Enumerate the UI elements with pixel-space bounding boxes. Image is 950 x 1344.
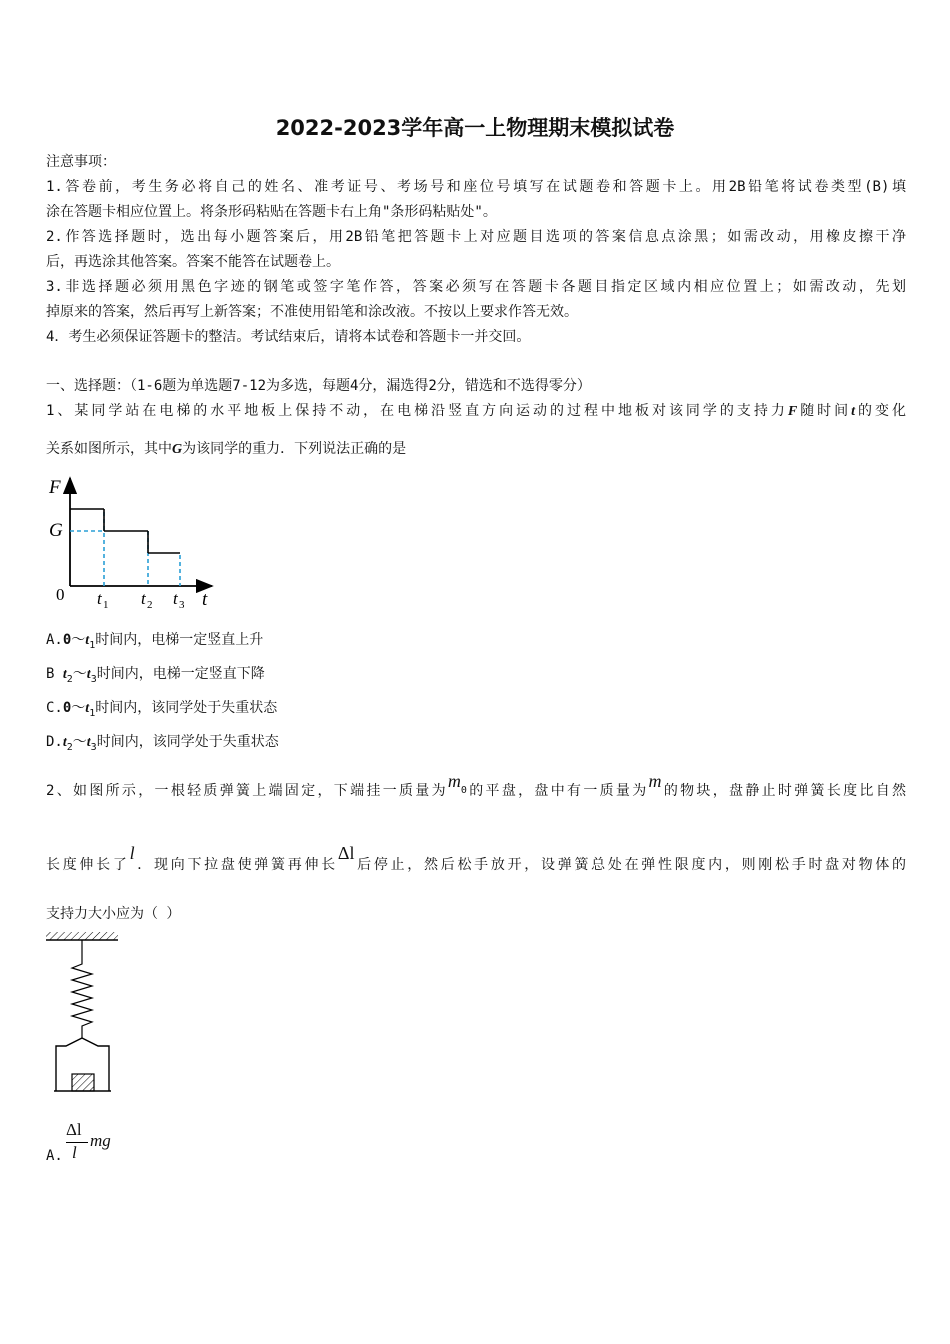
q2-option-a-fraction-bar xyxy=(66,1142,88,1143)
notice-line-7: 4．考生必须保证答题卡的整洁。考试结束后，请将本试卷和答题卡一并交回。 xyxy=(46,329,531,345)
q2-spring-figure xyxy=(40,928,130,1098)
q2-stem-line-3: 支持力大小应为（ ） xyxy=(46,906,181,922)
q1-option-c[interactable]: $C.0\sim t_1$时间内，该同学处于失重状态 xyxy=(46,700,278,719)
tick-t3-label: t xyxy=(173,589,178,608)
notice-heading: 注意事项： xyxy=(46,154,116,170)
tick-t2-label: t xyxy=(141,589,146,608)
notice-line-6: 掉原来的答案，然后再写上新答案；不准使用铅笔和涂改液。不按以上要求作答无效。 xyxy=(46,304,578,320)
spring xyxy=(72,940,92,1038)
notice-line-1: 1.答卷前，考生务必将自己的姓名、准考证号、考场号和座位号填写在试题卷和答题卡上。用2B铅笔将试卷类型(B)填 xyxy=(46,179,906,195)
tick-t3-sub: 3 xyxy=(179,599,185,611)
notice-line-2: 涂在答题卡相应位置上。将条形码粘贴在答题卡右上角"条形码粘贴处"。 xyxy=(46,204,497,220)
axis-f-label: F xyxy=(49,477,61,498)
notice-line-3: 2.作答选择题时，选出每小题答案后，用2B铅笔把答题卡上对应题目选项的答案信息点涂黑；如需改动，用橡皮擦干净 xyxy=(46,229,906,245)
tick-t1-sub: 1 xyxy=(103,599,109,611)
q1-stem-line-2: 关系如图所示，其中G为该同学的重力．下列说法正确的是 xyxy=(46,441,407,457)
page-title: 2022-2023学年高一上物理期末模拟试卷 xyxy=(275,116,675,140)
q2-option-a-denominator: l xyxy=(72,1143,77,1162)
q2-stem-line-2: 长度伸长了l．现向下拉盘使弹簧再伸长Δl后停止，然后松手放开，设弹簧总处在弹性限度内，则刚松手时盘对物体的 xyxy=(46,843,907,873)
tick-t1-label: t xyxy=(97,589,102,608)
block xyxy=(72,1074,94,1091)
notice-line-4: 后，再选涂其他答案。答案不能答在试题卷上。 xyxy=(46,254,340,270)
q2-option-a[interactable] xyxy=(46,1118,166,1168)
q2-stem-line-1: 2、如图所示，一根轻质弹簧上端固定，下端挂一质量为$m_0$的平盘，盘中有一质量为m的物块，盘静止时弹簧长度比自然 xyxy=(46,771,907,799)
q1-option-a[interactable]: $A.0\sim t_1$时间内，电梯一定竖直上升 xyxy=(46,632,264,651)
q1-force-time-graph xyxy=(40,470,230,620)
axis-g-label: G xyxy=(49,520,63,541)
tick-t2-sub: 2 xyxy=(147,599,153,611)
q2-option-a-factor: mg xyxy=(90,1131,111,1150)
q2-option-a-prefix: A. xyxy=(46,1148,63,1164)
ceiling-hatch xyxy=(46,932,118,940)
origin-label: 0 xyxy=(56,585,65,604)
axis-t-label: t xyxy=(202,589,208,610)
section-heading: 一、选择题：（1-6题为单选题7-12为多选，每题4分，漏选得2分，错选和不选得零分） xyxy=(46,378,591,394)
notice-line-5: 3.非选择题必须用黑色字迹的钢笔或签字笔作答，答案必须写在答题卡各题目指定区域内相应位置上；如需改动，先划 xyxy=(46,279,906,295)
q1-option-b[interactable]: B $t_2\sim t_3$时间内，电梯一定竖直下降 xyxy=(46,666,265,685)
q1-option-d[interactable]: $D.t_2\sim t_3$时间内，该同学处于失重状态 xyxy=(46,734,279,753)
q1-stem-line-1: 1、某同学站在电梯的水平地板上保持不动，在电梯沿竖直方向运动的过程中地板对该同学的支持力F随时间t的变化 xyxy=(46,403,907,419)
q2-option-a-numerator: Δl xyxy=(66,1120,82,1139)
